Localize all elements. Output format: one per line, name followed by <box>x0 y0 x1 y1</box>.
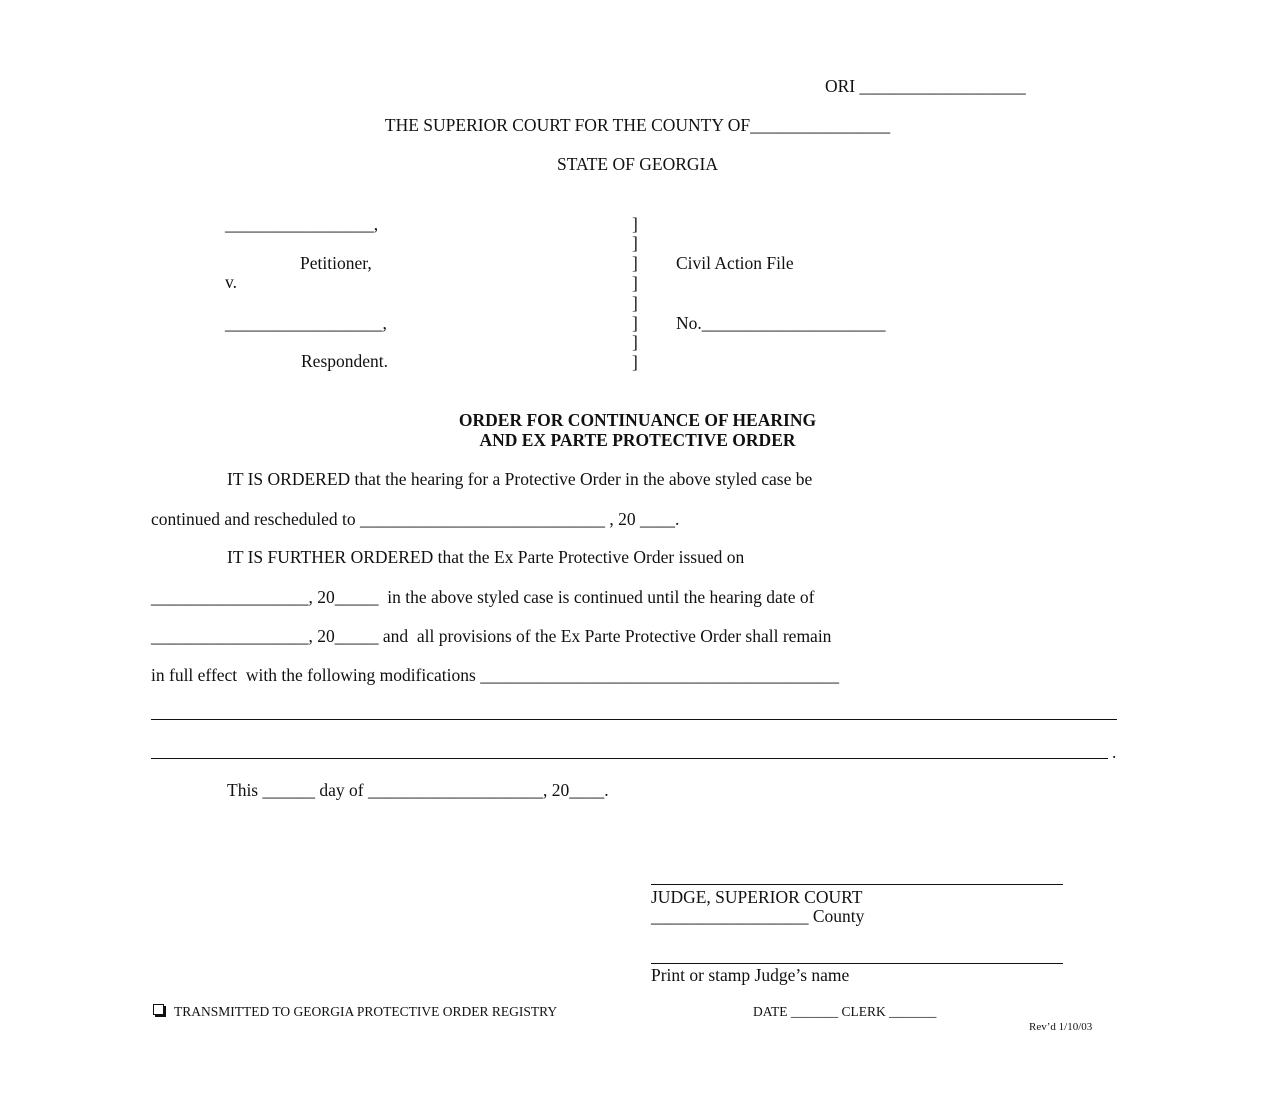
order-paragraph-2: IT IS FURTHER ORDERED that the Ex Parte Protective Order issued on <box>227 547 745 567</box>
modifications-field[interactable]: in full effect with the following modifications _________________________________________ <box>151 665 839 685</box>
file-number-field[interactable]: No._____________________ <box>676 313 886 333</box>
judge-county-field[interactable]: __________________ County <box>651 906 865 926</box>
order-paragraph-1: IT IS ORDERED that the hearing for a Protective Order in the above styled case be <box>227 469 813 489</box>
hearing-date-field[interactable]: __________________, 20_____ and all provisions of the Ex Parte Protective Order shall remain <box>151 626 832 646</box>
issued-date-field[interactable]: __________________, 20_____ in the above styled case is continued until the hearing date of <box>151 587 815 607</box>
ori-field[interactable]: ORI ___________________ <box>825 76 1026 96</box>
court-heading: THE SUPERIOR COURT FOR THE COUNTY OF________________ <box>384 115 891 135</box>
caption-bracket: ] <box>632 253 638 273</box>
judge-title: JUDGE, SUPERIOR COURT <box>651 887 863 907</box>
caption-bracket: ] <box>632 273 638 293</box>
caption-bracket: ] <box>632 332 638 352</box>
revision-note: Rev’d 1/10/03 <box>1029 1021 1093 1033</box>
caption-bracket: ] <box>632 352 638 372</box>
judge-name-line[interactable] <box>651 963 1063 964</box>
versus-label: v. <box>225 272 237 292</box>
petitioner-label: Petitioner, <box>300 253 372 273</box>
caption-bracket: ] <box>632 293 638 313</box>
caption-bracket: ] <box>632 313 638 333</box>
reschedule-date-field[interactable]: continued and rescheduled to ____________________________ , 20 ____. <box>151 509 680 529</box>
transmitted-label: TRANSMITTED TO GEORGIA PROTECTIVE ORDER REGISTRY <box>174 1004 558 1019</box>
petitioner-name-field[interactable]: _________________, <box>225 214 379 234</box>
modifications-line[interactable] <box>151 719 1117 720</box>
state-heading: STATE OF GEORGIA <box>557 154 718 174</box>
order-title-line2: AND EX PARTE PROTECTIVE ORDER <box>479 430 796 450</box>
modifications-line[interactable] <box>151 758 1108 759</box>
respondent-label: Respondent. <box>301 351 389 371</box>
transmitted-checkbox[interactable] <box>153 1004 164 1015</box>
modifications-period: . <box>1112 742 1117 762</box>
civil-action-label: Civil Action File <box>676 253 794 273</box>
caption-bracket: ] <box>632 233 638 253</box>
judge-signature-line[interactable] <box>651 884 1063 885</box>
date-clerk-field[interactable]: DATE _______ CLERK _______ <box>753 1004 937 1019</box>
signed-date-field[interactable]: This ______ day of ____________________, 20____. <box>227 780 609 800</box>
order-title-line1: ORDER FOR CONTINUANCE OF HEARING <box>458 410 817 430</box>
respondent-name-field[interactable]: __________________, <box>225 313 387 333</box>
caption-bracket: ] <box>632 214 638 234</box>
judge-name-label: Print or stamp Judge’s name <box>651 965 850 985</box>
